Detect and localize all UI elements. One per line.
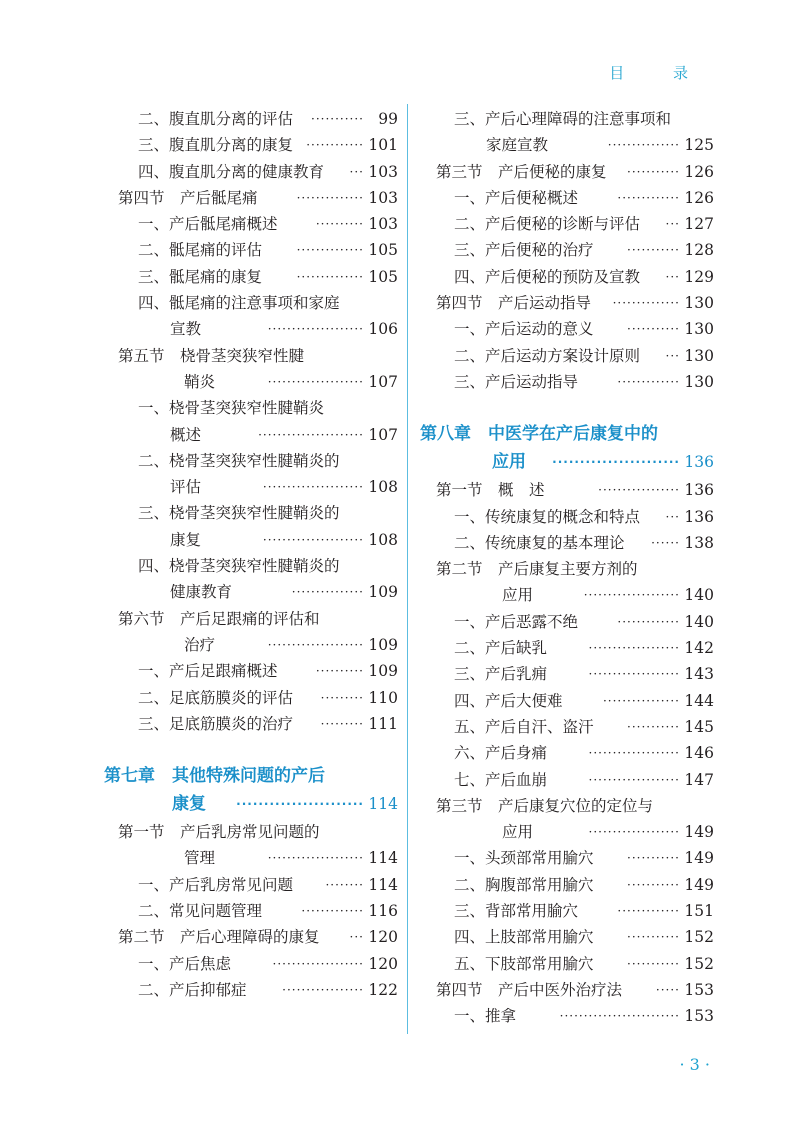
toc-item-row[interactable] <box>436 185 714 211</box>
toc-page-number: 143 <box>680 661 714 687</box>
toc-page-number: 128 <box>680 237 714 263</box>
toc-leader-dots: ··· <box>665 348 680 363</box>
toc-leader-dots: ··········· <box>627 930 680 945</box>
toc-entry-title: 康复 <box>172 794 206 815</box>
toc-entry-title: 三、产后便秘的治疗 <box>454 241 594 260</box>
toc-entry-title: 评估 <box>170 478 202 497</box>
toc-chapter-row <box>420 421 714 449</box>
toc-page-number: 105 <box>364 237 398 263</box>
toc-entry-title: 鞘炎 <box>184 372 216 391</box>
toc-leader-dots: ····················· <box>262 480 364 495</box>
toc-entry-title: 四、腹直肌分离的健康教育 <box>138 162 325 181</box>
toc-section-row[interactable] <box>118 632 398 658</box>
toc-section-row[interactable] <box>118 185 398 211</box>
toc-item-row[interactable] <box>436 264 714 290</box>
toc-page-number: 103 <box>364 211 398 237</box>
toc-page-number: 109 <box>364 632 398 658</box>
toc-entry-title: 一、产后乳房常见问题 <box>138 875 294 894</box>
toc-item-row[interactable] <box>436 924 714 950</box>
toc-item-row[interactable] <box>118 422 398 448</box>
toc-section-row <box>436 793 714 819</box>
toc-leader-dots: ··········· <box>627 877 680 892</box>
toc-entry-title: 健康教育 <box>170 583 233 602</box>
toc-entry-title: 第四节 产后中医外治疗法 <box>436 980 623 999</box>
toc-page-number: 109 <box>364 579 398 605</box>
toc-item-row[interactable] <box>436 688 714 714</box>
toc-section-row <box>118 343 398 369</box>
toc-leader-dots: ··········· <box>627 956 680 971</box>
toc-leader-dots: ··············· <box>607 138 680 153</box>
toc-item-row <box>118 500 398 526</box>
toc-page-number: 138 <box>680 530 714 556</box>
toc-page-number: 151 <box>680 898 714 924</box>
toc-page-number: 130 <box>680 343 714 369</box>
toc-entry-title: 三、产后运动指导 <box>454 372 579 391</box>
toc-leader-dots: ··········· <box>627 322 680 337</box>
toc-leader-dots: ···················· <box>583 588 680 603</box>
toc-page-number: 152 <box>680 924 714 950</box>
toc-entry-title: 五、下肢部常用腧穴 <box>454 954 594 973</box>
toc-leader-dots: ··················· <box>588 825 680 840</box>
toc-item-row[interactable] <box>436 504 714 530</box>
toc-item-row[interactable] <box>118 898 398 924</box>
toc-page-number: 105 <box>364 264 398 290</box>
toc-gap <box>436 395 714 421</box>
toc-section-row[interactable] <box>436 819 714 845</box>
toc-page-number: 136 <box>680 477 714 503</box>
toc-item-row[interactable] <box>436 845 714 871</box>
header-title: 目 录 <box>609 64 710 82</box>
toc-leader-dots: ························· <box>559 1009 680 1024</box>
toc-page-number: 99 <box>374 106 398 132</box>
toc-entry-title: 二、产后抑郁症 <box>138 980 247 999</box>
toc-entry-title: 第五节 桡骨茎突狭窄性腱 <box>118 346 305 365</box>
toc-leader-dots: ···················· <box>267 851 364 866</box>
toc-entry-title: 四、骶尾痛的注意事项和家庭 <box>138 294 340 313</box>
toc-entry-title: 治疗 <box>184 635 216 654</box>
toc-entry-title: 第三节 产后便秘的康复 <box>436 162 607 181</box>
toc-leader-dots: ········· <box>320 716 364 731</box>
toc-page-number: 152 <box>680 951 714 977</box>
toc-page-number: 116 <box>364 898 398 924</box>
toc-leader-dots: ······················ <box>258 427 364 442</box>
toc-entry-title: 应用 <box>502 823 534 842</box>
toc-entry-title: 三、产后乳痈 <box>454 665 548 684</box>
toc-item-row[interactable] <box>436 661 714 687</box>
toc-leader-dots: ·············· <box>296 243 364 258</box>
toc-page-number: 125 <box>680 132 714 158</box>
toc-entry-title: 一、产后便秘概述 <box>454 188 579 207</box>
toc-leader-dots: ··· <box>349 930 364 945</box>
toc-entry-title: 三、桡骨茎突狭窄性腱鞘炎的 <box>138 504 340 523</box>
toc-entry-title: 二、常见问题管理 <box>138 902 263 921</box>
toc-item-row[interactable] <box>436 872 714 898</box>
toc-leader-dots: ···················· <box>267 374 364 389</box>
toc-section-row[interactable] <box>118 369 398 395</box>
toc-page-number: 114 <box>364 791 398 817</box>
toc-leader-dots: ······ <box>651 535 680 550</box>
toc-leader-dots: ················· <box>598 483 680 498</box>
toc-entry-title: 三、产后心理障碍的注意事项和 <box>454 110 672 128</box>
toc-entry-title: 一、产后骶尾痛概述 <box>138 215 278 234</box>
toc-entry-title: 家庭宣教 <box>486 136 549 155</box>
toc-entry-title: 五、产后自汗、盗汗 <box>454 717 594 736</box>
toc-page-number: 136 <box>680 504 714 530</box>
toc-page-number: 142 <box>680 635 714 661</box>
toc-item-row[interactable] <box>118 977 398 1003</box>
toc-gap <box>118 737 398 763</box>
toc-page-number: 147 <box>680 767 714 793</box>
toc-chapter-row[interactable] <box>118 791 398 819</box>
toc-page-number: 103 <box>364 185 398 211</box>
toc-chapter-row <box>104 763 398 791</box>
toc-leader-dots: ·············· <box>296 190 364 205</box>
toc-entry-title: 二、产后便秘的诊断与评估 <box>454 215 641 234</box>
toc-section-row[interactable] <box>436 477 714 503</box>
toc-item-row[interactable] <box>436 1003 714 1029</box>
toc-section-row[interactable] <box>118 845 398 871</box>
toc-leader-dots: ············· <box>617 614 680 629</box>
toc-entry-title: 二、产后运动方案设计原则 <box>454 346 641 365</box>
toc-leader-dots: ··················· <box>588 641 680 656</box>
toc-page-number: 130 <box>680 290 714 316</box>
toc-page-number: 144 <box>680 688 714 714</box>
toc-page-number: 126 <box>680 185 714 211</box>
toc-page-number: 101 <box>364 132 398 158</box>
toc-item-row[interactable] <box>436 237 714 263</box>
toc-leader-dots: ···················· <box>267 637 364 652</box>
toc-entry-title: 一、传统康复的概念和特点 <box>454 507 641 526</box>
toc-item-row[interactable] <box>118 872 398 898</box>
toc-entry-title: 第八章 中医学在产后康复中的 <box>420 424 658 445</box>
toc-leader-dots: ··· <box>665 217 680 232</box>
toc-leader-dots: ··········· <box>627 164 680 179</box>
toc-leader-dots: ···················· <box>267 322 364 337</box>
toc-item-row[interactable] <box>118 685 398 711</box>
toc-entry-title: 第三节 产后康复穴位的定位与 <box>436 796 654 815</box>
toc-entry-title: 二、桡骨茎突狭窄性腱鞘炎的 <box>138 451 340 470</box>
toc-page-number: 120 <box>364 924 398 950</box>
toc-entry-title: 第四节 产后运动指导 <box>436 294 592 313</box>
toc-entry-title: 二、传统康复的基本理论 <box>454 533 625 552</box>
toc-item-row[interactable] <box>118 132 398 158</box>
toc-item-row <box>118 448 398 474</box>
toc-page-number: 122 <box>364 977 398 1003</box>
toc-item-row[interactable] <box>118 527 398 553</box>
toc-entry-title: 一、桡骨茎突狭窄性腱鞘炎 <box>138 399 325 418</box>
toc-item-row[interactable] <box>118 474 398 500</box>
toc-entry-title: 第七章 其他特殊问题的产后 <box>104 766 325 787</box>
toc-page-number: 103 <box>364 159 398 185</box>
toc-entry-title: 第二节 产后心理障碍的康复 <box>118 928 320 947</box>
toc-item-row[interactable] <box>436 714 714 740</box>
toc-entry-title: 应用 <box>502 586 534 605</box>
toc-page-number: 130 <box>680 369 714 395</box>
toc-leader-dots: ··················· <box>588 772 680 787</box>
toc-entry-title: 二、产后缺乳 <box>454 639 548 658</box>
toc-entry-title: 一、推拿 <box>454 1007 517 1026</box>
toc-entry-title: 六、产后身痛 <box>454 744 548 763</box>
toc-leader-dots: ··· <box>665 509 680 524</box>
toc-page-number: 107 <box>364 369 398 395</box>
toc-entry-title: 三、足底筋膜炎的治疗 <box>138 714 294 733</box>
toc-entry-title: 宣教 <box>170 320 202 339</box>
toc-entry-title: 一、产后运动的意义 <box>454 320 594 339</box>
toc-item-row <box>118 290 398 316</box>
toc-page-number: 106 <box>364 316 398 342</box>
toc-page-number: 126 <box>680 159 714 185</box>
toc-entry-title: 二、足底筋膜炎的评估 <box>138 688 294 707</box>
toc-leader-dots: ····· <box>655 982 680 997</box>
toc-entry-title: 四、桡骨茎突狭窄性腱鞘炎的 <box>138 557 340 576</box>
toc-page-number: 149 <box>680 845 714 871</box>
toc-entry-title: 三、骶尾痛的康复 <box>138 267 263 286</box>
toc-page-number: 145 <box>680 714 714 740</box>
toc-entry-title: 第四节 产后骶尾痛 <box>118 188 258 207</box>
toc-item-row[interactable] <box>118 579 398 605</box>
toc-page-number: 129 <box>680 264 714 290</box>
toc-leader-dots: ············· <box>301 904 364 919</box>
toc-item-row[interactable] <box>118 658 398 684</box>
toc-item-row[interactable] <box>436 211 714 237</box>
toc-item-row[interactable] <box>436 316 714 342</box>
toc-page-number: 110 <box>364 685 398 711</box>
toc-leader-dots: ··············· <box>291 585 364 600</box>
toc-leader-dots: ··········· <box>627 243 680 258</box>
toc-page-number: 153 <box>680 1003 714 1029</box>
toc-section-row[interactable] <box>118 924 398 950</box>
toc-leader-dots: ············· <box>617 190 680 205</box>
toc-item-row[interactable] <box>436 635 714 661</box>
toc-leader-dots: ··················· <box>588 667 680 682</box>
toc-page-number: 120 <box>364 951 398 977</box>
toc-entry-title: 一、产后焦虑 <box>138 954 232 973</box>
toc-page-number: 108 <box>364 527 398 553</box>
toc-page-number: 107 <box>364 422 398 448</box>
toc-leader-dots: ·············· <box>612 296 680 311</box>
toc-page-number: 111 <box>364 711 398 737</box>
toc-item-row[interactable] <box>118 106 398 132</box>
toc-entry-title: 二、骶尾痛的评估 <box>138 241 263 260</box>
toc-entry-title: 四、产后大便难 <box>454 691 563 710</box>
toc-page-number: 114 <box>364 845 398 871</box>
toc-page-number: 109 <box>364 658 398 684</box>
toc-entry-title: 第二节 产后康复主要方剂的 <box>436 560 638 579</box>
toc-section-row[interactable] <box>436 977 714 1003</box>
toc-page-number: 108 <box>364 474 398 500</box>
toc-page-number: 140 <box>680 582 714 608</box>
toc-leader-dots: ········ <box>325 877 364 892</box>
toc-page-number: 140 <box>680 609 714 635</box>
toc-left-column <box>104 106 398 1003</box>
toc-item-row[interactable] <box>118 159 398 185</box>
toc-page-number: 146 <box>680 740 714 766</box>
toc-leader-dots: ··········· <box>311 112 364 126</box>
page-number: · 3 · <box>679 1055 710 1074</box>
toc-page-number: 130 <box>680 316 714 342</box>
toc-item-row[interactable] <box>436 343 714 369</box>
toc-leader-dots: ··· <box>665 269 680 284</box>
toc-right-column <box>420 106 714 1030</box>
column-divider <box>407 104 408 1034</box>
toc-item-row[interactable] <box>118 951 398 977</box>
toc-entry-title: 七、产后血崩 <box>454 770 548 789</box>
toc-leader-dots: ········· <box>320 690 364 705</box>
toc-leader-dots: ················ <box>602 693 680 708</box>
toc-item-row <box>436 106 714 132</box>
toc-item-row[interactable] <box>118 264 398 290</box>
toc-item-row[interactable] <box>118 237 398 263</box>
toc-section-row <box>118 606 398 632</box>
toc-leader-dots: ············· <box>617 904 680 919</box>
toc-entry-title: 第一节 概 述 <box>436 481 545 500</box>
toc-item-row[interactable] <box>436 740 714 766</box>
toc-entry-title: 概述 <box>170 425 202 444</box>
toc-section-row[interactable] <box>436 582 714 608</box>
toc-item-row[interactable] <box>436 898 714 924</box>
toc-leader-dots: ······················· <box>236 797 364 812</box>
toc-entry-title: 一、产后足跟痛概述 <box>138 662 278 681</box>
toc-section-row <box>118 819 398 845</box>
toc-entry-title: 三、腹直肌分离的康复 <box>138 136 294 155</box>
toc-entry-title: 一、产后恶露不绝 <box>454 612 579 631</box>
toc-page-number: 127 <box>680 211 714 237</box>
toc-page-number: 136 <box>680 449 714 475</box>
toc-entry-title: 四、上肢部常用腧穴 <box>454 928 594 947</box>
toc-entry-title: 管理 <box>184 849 216 868</box>
toc-item-row <box>118 395 398 421</box>
toc-item-row[interactable] <box>118 711 398 737</box>
toc-leader-dots: ··········· <box>627 851 680 866</box>
toc-page-number: 149 <box>680 872 714 898</box>
toc-leader-dots: ······················· <box>552 455 680 470</box>
toc-item-row[interactable] <box>436 609 714 635</box>
toc-leader-dots: ·········· <box>315 664 364 679</box>
toc-item-row[interactable] <box>436 369 714 395</box>
toc-leader-dots: ············ <box>306 138 364 153</box>
toc-leader-dots: ····················· <box>262 532 364 547</box>
toc-item-row[interactable] <box>436 132 714 158</box>
toc-leader-dots: ················· <box>282 982 364 997</box>
toc-entry-title: 第一节 产后乳房常见问题的 <box>118 823 320 842</box>
toc-leader-dots: ··················· <box>272 956 364 971</box>
toc-leader-dots: ··················· <box>588 746 680 761</box>
toc-entry-title: 应用 <box>492 452 526 473</box>
toc-leader-dots: ·············· <box>296 269 364 284</box>
toc-section-row <box>436 556 714 582</box>
toc-item-row[interactable] <box>118 316 398 342</box>
toc-section-row[interactable] <box>436 290 714 316</box>
toc-item-row[interactable] <box>436 530 714 556</box>
toc-item-row[interactable] <box>118 211 398 237</box>
toc-leader-dots: ·········· <box>315 217 364 232</box>
toc-leader-dots: ··· <box>349 164 364 179</box>
toc-entry-title: 四、产后便秘的预防及宣教 <box>454 267 641 286</box>
toc-section-row[interactable] <box>436 159 714 185</box>
toc-entry-title: 康复 <box>170 530 202 549</box>
toc-item-row[interactable] <box>436 767 714 793</box>
toc-entry-title: 三、背部常用腧穴 <box>454 902 579 921</box>
toc-item-row[interactable] <box>436 951 714 977</box>
toc-leader-dots: ··········· <box>627 719 680 734</box>
toc-chapter-row[interactable] <box>436 449 714 477</box>
toc-entry-title: 二、腹直肌分离的评估 <box>138 110 294 128</box>
toc-entry-title: 第六节 产后足跟痛的评估和 <box>118 609 320 628</box>
toc-page-number: 149 <box>680 819 714 845</box>
toc-item-row <box>118 553 398 579</box>
toc-page-number: 153 <box>680 977 714 1003</box>
toc-page-number: 114 <box>364 872 398 898</box>
toc-entry-title: 二、胸腹部常用腧穴 <box>454 875 594 894</box>
toc-leader-dots: ············· <box>617 374 680 389</box>
toc-entry-title: 一、头颈部常用腧穴 <box>454 849 594 868</box>
